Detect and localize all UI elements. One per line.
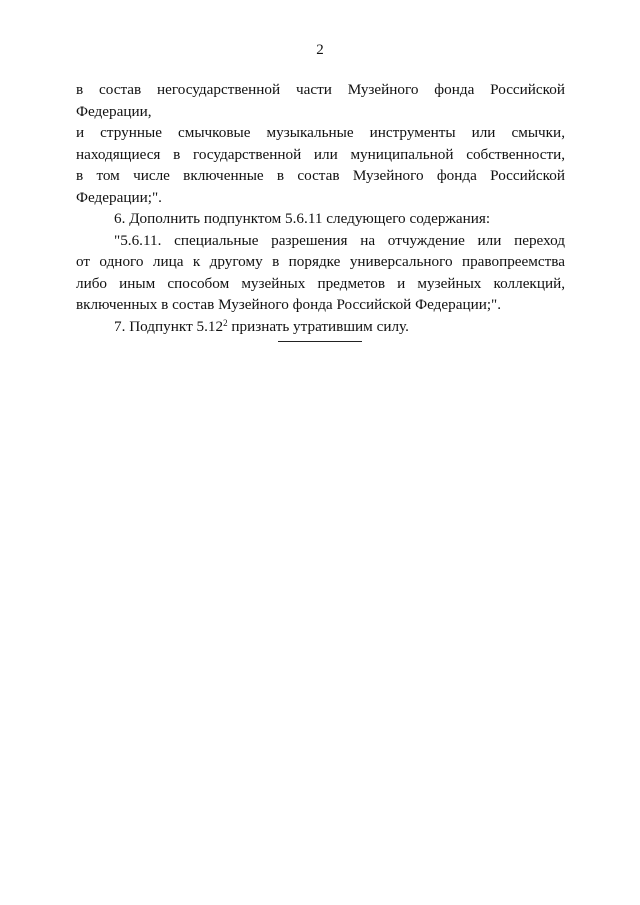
text-line <box>76 316 565 338</box>
paragraph-item-6 <box>76 208 565 230</box>
text-line: 6. Дополнить подпунктом 5.6.11 следующего содержания: <box>114 210 491 227</box>
paragraph-subitem-5-6-11 <box>76 230 565 316</box>
item-7-prefix: 7. Подпункт 5.12 <box>114 317 224 335</box>
page-number: 2 <box>316 42 324 58</box>
text-line: находящиеся в государственной или муниципальной собственности, <box>76 145 565 163</box>
text-line: в состав негосударственной части Музейного фонда Российской Федерации, <box>76 81 565 120</box>
document-body <box>76 79 565 337</box>
paragraph-museum-fund <box>76 79 565 208</box>
paragraph-item-7 <box>76 316 565 338</box>
text-line: в том числе включенные в состав Музейного фонда Российской <box>76 167 565 184</box>
item-7-suffix: признать утратившим силу. <box>227 317 409 335</box>
text-line: от одного лица к другому в порядке универсального правопреемства <box>76 253 565 270</box>
text-line: включенных в состав Музейного фонда Российской Федерации;". <box>76 296 502 313</box>
superscript-number: 2 <box>223 317 228 328</box>
text-line: и струнные смычковые музыкальные инструменты или смычки, <box>76 124 565 141</box>
end-of-document-rule <box>278 341 362 342</box>
text-line: Федерации;". <box>76 188 162 206</box>
text-line: "5.6.11. специальные разрешения на отчуждение или переход <box>114 231 565 249</box>
text-line: либо иным способом музейных предметов и музейных коллекций, <box>76 274 565 292</box>
